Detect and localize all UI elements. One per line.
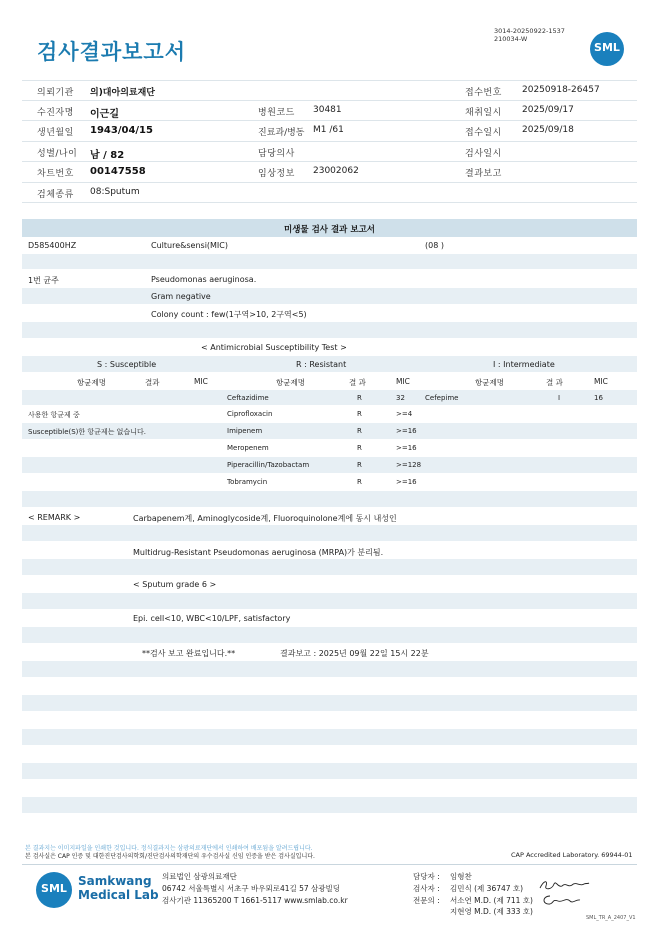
- cap-accreditation: CAP Accredited Laboratory. 69944-01: [511, 851, 633, 859]
- drug-mic: >=4: [396, 410, 413, 418]
- col-drug-header: 항균제명: [276, 378, 305, 387]
- form-code: SML_TR_A_2407_V1: [586, 915, 636, 921]
- row-band: [22, 254, 637, 269]
- row-band: [22, 322, 637, 338]
- receipt-date-value: 2025/09/18: [522, 125, 574, 135]
- institution-value: 의)대아의료재단: [90, 88, 155, 98]
- drug-name: Ciprofloxacin: [227, 410, 273, 418]
- report-complete: **검사 보고 완료입니다.**: [142, 649, 236, 658]
- chart-no-label: 차트번호: [37, 169, 74, 179]
- ast-title: < Antimicrobial Susceptibility Test >: [201, 343, 347, 352]
- dob-label: 생년월일: [37, 128, 74, 138]
- result-report-label: 결과보고: [465, 169, 502, 179]
- divider: [22, 202, 637, 203]
- ward-code-value: 30481: [313, 105, 342, 115]
- logo-text: SML: [41, 882, 67, 895]
- drug-result: R: [357, 444, 362, 452]
- document-code-line-1: 3014-20250922-1537: [494, 27, 565, 35]
- col-result-header: 결 과: [349, 378, 366, 387]
- receipt-no-label: 접수번호: [465, 88, 502, 98]
- test-name: Culture&sensi(MIC): [151, 241, 228, 250]
- row-band: [22, 288, 637, 304]
- divider: [22, 864, 637, 865]
- row-band: [22, 457, 637, 473]
- receipt-date-label: 접수일시: [465, 128, 502, 138]
- test-count: (08 ): [425, 241, 444, 250]
- drug-mic: 32: [396, 394, 405, 402]
- drug-name: Piperacillin/Tazobactam: [227, 461, 310, 469]
- gram-stain: Gram negative: [151, 292, 211, 301]
- org-address: 06742 서울특별시 서초구 바우뫼로41길 57 삼광빌딩: [162, 884, 341, 893]
- divider: [22, 100, 637, 101]
- col-mic-header: MIC: [396, 377, 410, 386]
- row-band: [22, 627, 637, 643]
- divider: [22, 80, 637, 81]
- document-code-line-2: 210034-W: [494, 35, 528, 43]
- drug-name: Ceftazidime: [227, 394, 269, 402]
- specimen-label: 검체종류: [37, 190, 74, 200]
- sml-logo-icon: [590, 32, 624, 66]
- exam-date-label: 검사일시: [465, 149, 502, 159]
- drug-result: R: [357, 461, 362, 469]
- receipt-no-value: 20250918-26457: [522, 85, 600, 95]
- row-band: [22, 491, 637, 507]
- organism-name: Pseudomonas aeruginosa.: [151, 275, 257, 284]
- remark-label: < REMARK >: [28, 513, 81, 522]
- specialist-name-1: 서소연 M.D. (제 711 호): [450, 896, 533, 905]
- institution-label: 의뢰기관: [37, 88, 74, 98]
- page-title: 검사결과보고서: [37, 40, 187, 64]
- ward-code-label: 병원코드: [258, 108, 295, 118]
- dept-label: 진료과/병동: [258, 128, 305, 138]
- divider: [22, 141, 637, 142]
- manager-label: 담당자 :: [413, 872, 440, 881]
- signature-1-icon: [538, 878, 590, 892]
- drug-mic: >=128: [396, 461, 422, 469]
- tester-name: 김민식 (제 36747 호): [450, 884, 524, 893]
- row-band: [22, 559, 637, 575]
- footer-notice-1: 본 결과지는 이미지파일을 인쇄한 것입니다. 정식결과지는 삼광의료재단에서 인쇄하여 배포됨을 알려드립니다.: [25, 845, 313, 852]
- row-band: [22, 763, 637, 779]
- legend-susceptible: S : Susceptible: [97, 360, 157, 369]
- drug-name: Tobramycin: [227, 478, 268, 486]
- brand-line-2: Medical Lab: [78, 888, 159, 902]
- document-code: [494, 27, 565, 43]
- sex-age-value: 남 / 82: [90, 150, 125, 161]
- report-section-title: 미생물 검사 결과 보고서: [284, 225, 375, 235]
- legend-resistant: R : Resistant: [296, 360, 347, 369]
- col-result-header: 결 과: [546, 378, 563, 387]
- manager-name: 임형찬: [450, 872, 472, 881]
- tester-label: 검사자 :: [413, 884, 440, 893]
- divider: [22, 182, 637, 183]
- logo-text: SML: [594, 41, 620, 54]
- signature-2-icon: [540, 893, 582, 907]
- specimen-value: 08:Sputum: [90, 187, 140, 197]
- drug-mic: >=16: [396, 427, 417, 435]
- footer-notice-2: 본 검사실은 CAP 인증 및 대한진단검사의학회/진단검사의학재단의 우수검사실 신임 인증을 받은 검사실입니다.: [25, 853, 315, 860]
- row-band: [22, 661, 637, 677]
- drug-mic: >=16: [396, 478, 417, 486]
- row-band: [22, 695, 637, 711]
- drug-name: Imipenem: [227, 427, 263, 435]
- drug-result: R: [357, 394, 362, 402]
- drug-result: R: [357, 427, 362, 435]
- col-drug-header: 항균제명: [77, 378, 106, 387]
- collect-date-label: 채취일시: [465, 108, 502, 118]
- patient-name-label: 수진자명: [37, 108, 74, 118]
- divider: [22, 120, 637, 121]
- drug-mic: 16: [594, 394, 603, 402]
- divider: [22, 161, 637, 162]
- chart-no-value: 00147558: [90, 166, 146, 177]
- specialist-name-2: 지현영 M.D. (제 333 호): [450, 907, 533, 916]
- legend-intermediate: I : Intermediate: [493, 360, 555, 369]
- col-drug-header: 항균제명: [475, 378, 504, 387]
- sputum-grade: < Sputum grade 6 >: [133, 580, 217, 589]
- row-band: [22, 729, 637, 745]
- brand-line-1: Samkwang: [78, 874, 152, 888]
- susceptible-note-line-1: 사용한 항균제 중: [28, 411, 80, 419]
- drug-result: R: [357, 410, 362, 418]
- susceptible-note-line-2: Susceptible(S)한 항균제는 없습니다.: [28, 428, 146, 436]
- org-contact: 검사기관 11365200 T 1661-5117 www.smlab.co.kr: [162, 896, 348, 905]
- drug-result: I: [558, 394, 561, 402]
- row-band: [22, 390, 637, 405]
- clinical-info-value: 23002062: [313, 166, 359, 176]
- row-band: [22, 525, 637, 541]
- brand-name: [78, 874, 159, 902]
- drug-result: R: [357, 478, 362, 486]
- sml-logo-icon: [36, 872, 72, 908]
- report-section-header: [22, 219, 637, 237]
- drug-mic: >=16: [396, 444, 417, 452]
- drug-name: Cefepime: [425, 394, 459, 402]
- collect-date-value: 2025/09/17: [522, 105, 574, 115]
- dob-value: 1943/04/15: [90, 125, 153, 136]
- doctor-label: 담당의사: [258, 149, 295, 159]
- specialist-label: 전문의 :: [413, 896, 440, 905]
- row-band: [22, 797, 637, 813]
- test-code: D585400HZ: [28, 241, 77, 250]
- epi-cell-note: Epi. cell<10, WBC<10/LPF, satisfactory: [133, 614, 291, 623]
- clinical-info-label: 임상정보: [258, 169, 295, 179]
- org-name: 의료법인 삼광의료재단: [162, 872, 237, 881]
- patient-name-value: 이근길: [90, 109, 119, 120]
- col-result-header: 결과: [145, 378, 160, 387]
- dept-value: M1 /61: [313, 125, 344, 135]
- organism-number: 1번 균주: [28, 276, 59, 285]
- drug-name: Meropenem: [227, 444, 269, 452]
- sex-age-label: 성별/나이: [37, 149, 78, 159]
- col-mic-header: MIC: [194, 377, 208, 386]
- row-band: [22, 593, 637, 609]
- colony-count: Colony count : few(1구역>10, 2구역<5): [151, 310, 307, 319]
- remark-line-1: Carbapenem계, Aminoglycoside계, Fluoroquinolone계에 동시 내성인: [133, 514, 397, 523]
- remark-line-2: Multidrug-Resistant Pseudomonas aeruginosa (MRPA)가 분리됨.: [133, 548, 384, 557]
- report-time: 결과보고 : 2025년 09월 22일 15시 22분: [280, 649, 429, 658]
- col-mic-header: MIC: [594, 377, 608, 386]
